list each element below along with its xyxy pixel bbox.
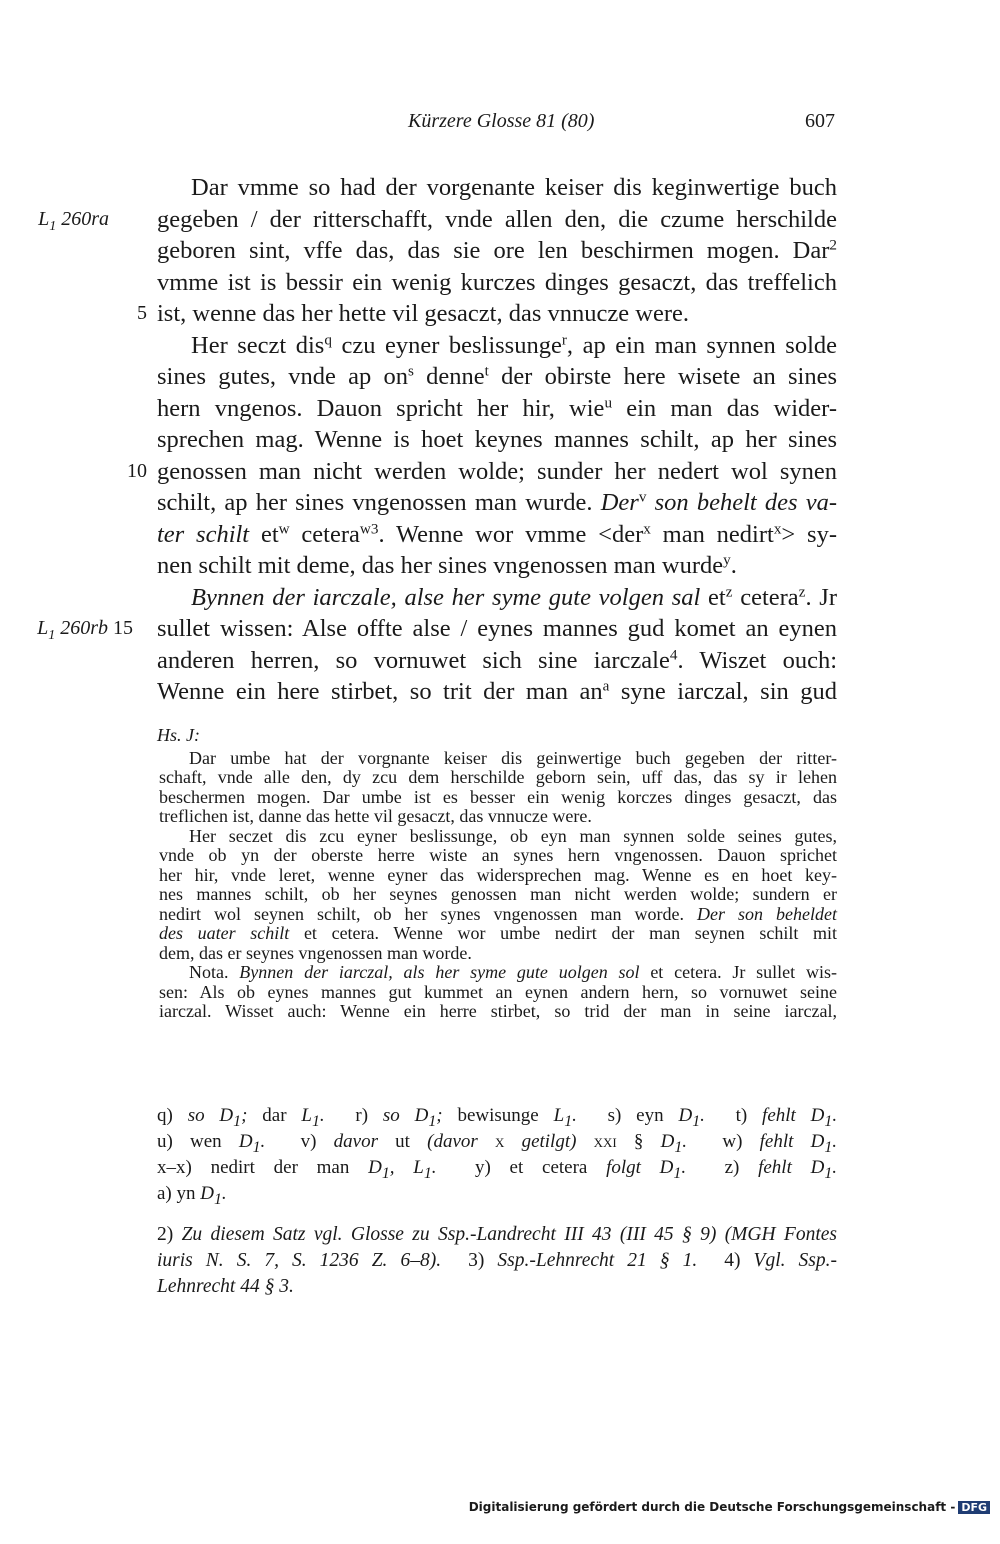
apparatus-line: u) wen $D_1$. v) davor ut (davor x getilgt) xxi § $D_1$. w) fehlt $D_1$. (157, 1131, 837, 1156)
text-line: schilt, ap her sines vngenossen man wurde. Der$^v$ son behelt des va- (157, 488, 838, 516)
text-line: Dar vmme so had der vorgenante keiser dis keginwertige buch (191, 174, 837, 201)
main-text (37, 172, 838, 708)
running-head-title: Kürzere Glosse 81 (80) (408, 110, 595, 132)
text-line: $L_1$ 260rb 15 sullet wissen: Alse offte alse / eynes mannes gud komet an eynen (157, 613, 837, 645)
watermark-text: Digitalisierung gefördert durch die Deutsche Forschungsgemeinschaft - (468, 1500, 956, 1514)
variant-label: Hs. J: (157, 725, 200, 745)
apparatus-line: q) so $D_1$; dar $L_1$. r) so $D_1$; bewisunge $L_1$. s) eyn $D_1$. t) fehlt $D_1$. (157, 1105, 838, 1130)
footnotes (157, 1222, 837, 1300)
footnote-line: 2) Zu diesem Satz vgl. Glosse zu Ssp.-Landrecht III 43 (III 45 § 9) (MGH Fontes (157, 1224, 837, 1245)
line-number: 10 (127, 459, 147, 482)
variant-line: Her seczet dis zcu eyner beslissunge, ob eyn man synnen solde seines gutes, (189, 825, 837, 846)
text-line: Wenne ein here stirbet, so trit der man $an^a$ syne iarczal, sin gud (157, 677, 837, 705)
variant-line: Dar umbe hat der vorgnante keiser dis geinwertige buch gegeben der ritter- (189, 747, 837, 768)
variant-text-block (157, 726, 837, 1022)
variant-line: Nota. Bynnen der iarczal, als her syme gute uolgen sol et cetera. Jr sullet wis- (189, 962, 837, 982)
text-line: Bynnen der iarczale, alse her syme gute volgen sal $et^z$ cetera$^z$. Jr (191, 583, 837, 611)
text-line: hern vngenos. Dauon spricht her hir, wie$^u$ ein man das wider- (157, 394, 837, 422)
dfg-watermark (469, 1500, 990, 1514)
variant-line: treflichen ist, danne das hette vil gesaczt, das vnnucze were. (159, 806, 592, 826)
variant-line: nes mannes schilt, ob her seynes genossen man nicht werden wolde; sundern er (159, 884, 837, 904)
apparatus-line: x–x) nedirt der man $D_1$, $L_1$. y) et cetera folgt $D_1$. z) fehlt $D_1$. (157, 1157, 837, 1182)
text-line: ter schilt $et^w$ cetera$^{w3}$. Wenne wor vmme <der$^x$ man nedirt$^x$> sy- (157, 520, 838, 548)
footnote-line: Lehnrecht 44 § 3. (157, 1276, 294, 1297)
variant-line: iarczal. Wisset auch: Wenne ein herre stirbet, so trid der man in seine iarczal, (159, 1001, 837, 1021)
apparatus-line: a) yn $D_1$. (157, 1183, 227, 1208)
text-line: nen schilt mit deme, das her sines vngenossen man wurde$^y$. (157, 551, 737, 579)
text-line: vmme ist is bessir ein wenig kurczes dinges gesaczt, das treffelich (157, 268, 837, 296)
text-line: $L_1$ 260ra gegeben / der ritterschafft, vnde allen den, die czume herschilde (157, 204, 837, 236)
text-line: sprechen mag. Wenne is hoet keynes mannes schilt, ap her sines (157, 426, 837, 453)
variant-line: dem, das er seynes vngenossen man worde. (159, 942, 472, 963)
footnote-line: iuris N. S. 7, S. 1236 Z. 6–8). 3) Ssp.-Lehnrecht 21 § 1. 4) Vgl. Ssp.- (157, 1250, 837, 1271)
dfg-logo: DFG (958, 1501, 990, 1514)
variant-line: her hir, vnde leret, wenne eyner das widersprechen mag. Wenne es en hoet key- (159, 864, 837, 885)
margin-folio-ref: $L_1$ 260rb 15 (37, 617, 133, 643)
variant-line: des uater schilt et cetera. Wenne wor umbe nedirt der man seynen schilt mit (159, 923, 837, 943)
text-line: sines gutes, vnde ap $on^s$ denne$^t$ der obirste here wisete an sines (157, 362, 837, 390)
text-line: anderen herren, so vornuwet sich sine iarczale$^4$. Wiszet ouch: (157, 646, 837, 674)
margin-folio-ref: $L_1$ 260ra (38, 207, 109, 234)
text-line: 10 genossen man nicht werden wolde; sunder her nedert wol synen (157, 456, 837, 488)
text-line: geboren sint, vffe das, das sie ore len beschirmen mogen. Dar$^2$ (157, 236, 837, 264)
variant-line: beschermen mogen. Dar umbe ist es besser ein wenig korczes dinges gesaczt, das (159, 786, 837, 807)
variant-line: vnde ob yn der oberste herre wiste an synes hern vngenossen. Dauon sprichet (159, 845, 837, 865)
line-number: 5 (137, 302, 147, 324)
critical-apparatus (157, 1103, 837, 1207)
text-line: 5 ist, wenne das her hette vil gesaczt, das vnnucze were. (157, 298, 837, 330)
variant-line: sen: Als ob eynes mannes gut kummet an eynen andern hern, so vornuwet seine (159, 981, 837, 1002)
text-line: Her seczt dis$^q$ czu eyner beslissunge$^r$, ap ein man synnen solde (191, 331, 837, 359)
variant-line: nedirt wol seynen schilt, ob her synes vngenossen man worde. Der son beheldet (159, 903, 838, 924)
variant-line: schaft, vnde alle den, dy zcu dem herschilde geborn sein, uff das, das sy ir lehen (159, 767, 837, 787)
page-number: 607 (805, 110, 835, 132)
